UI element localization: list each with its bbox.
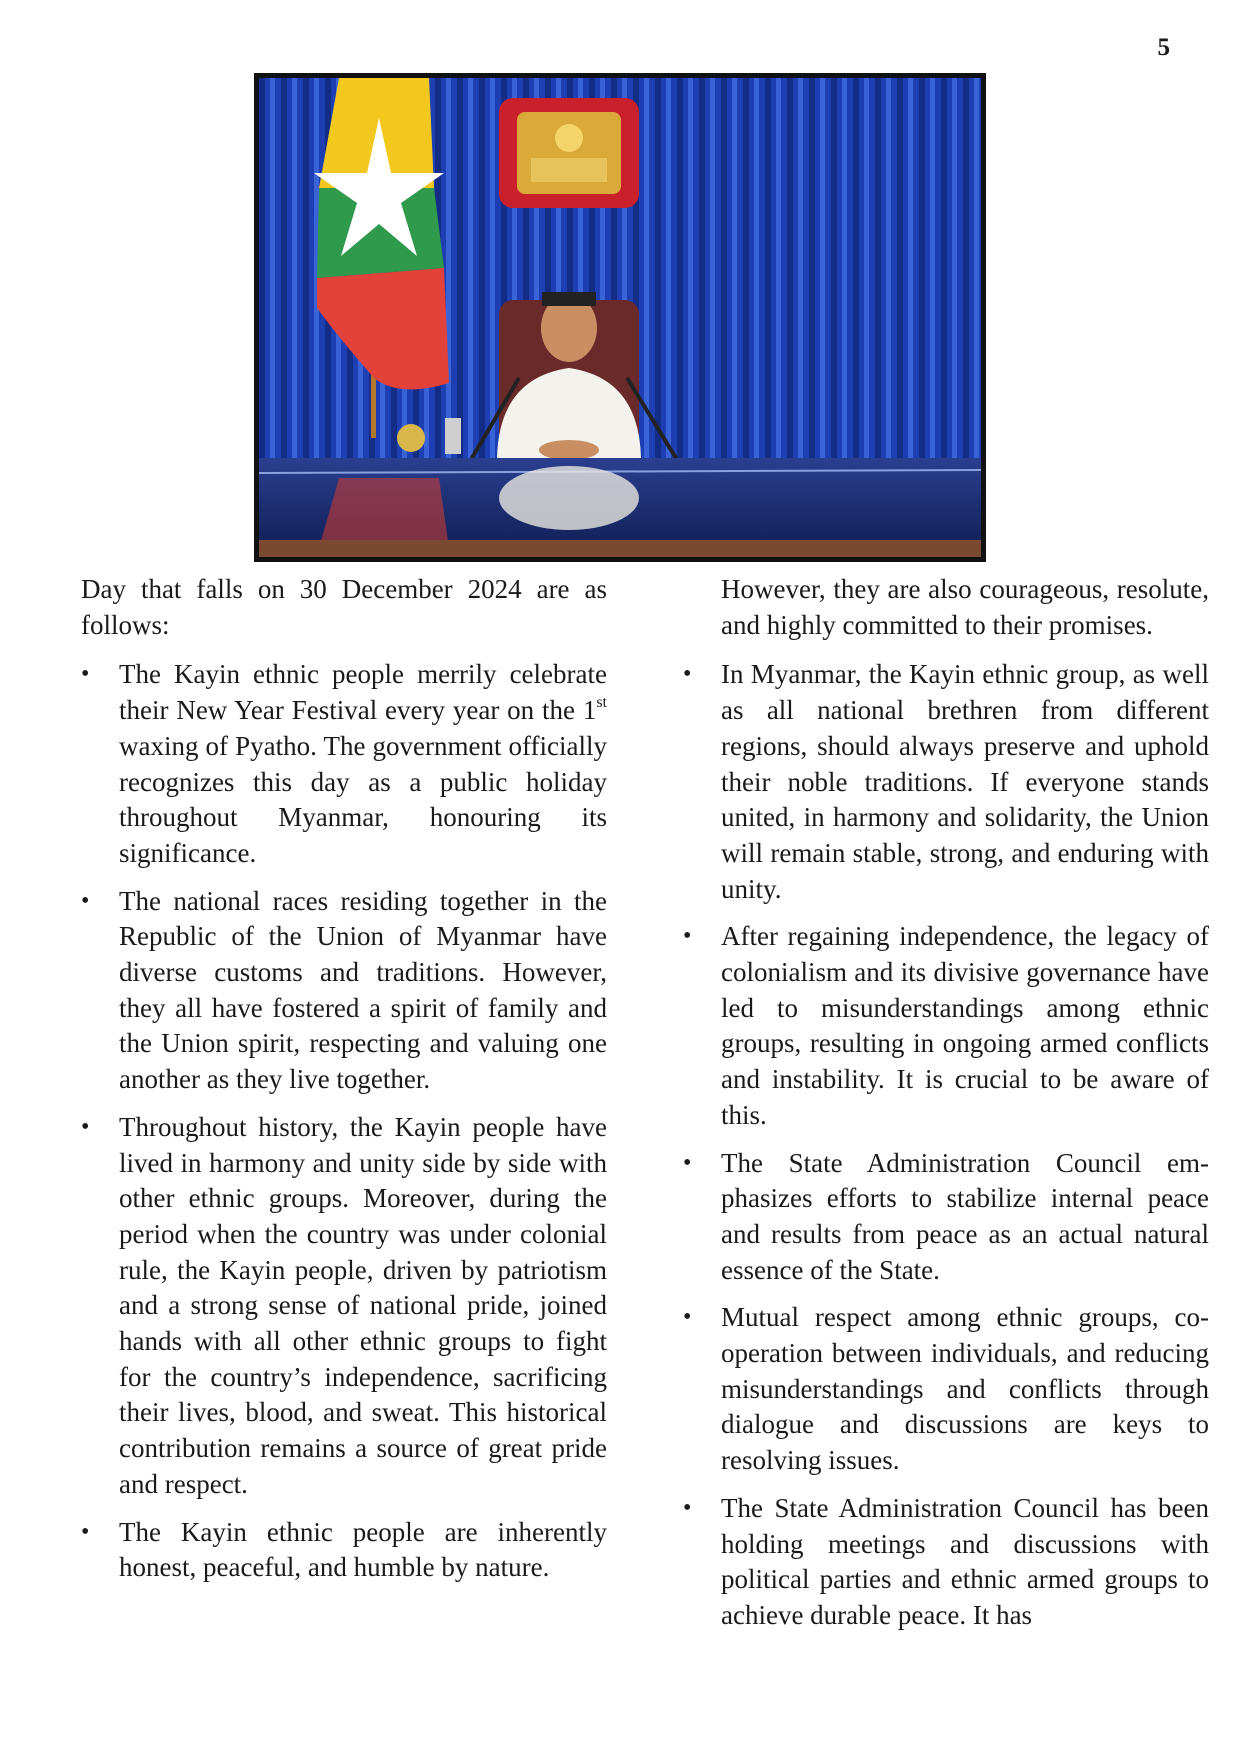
left-column: [81, 572, 607, 1586]
bullet-list-left: [81, 657, 607, 1586]
list-item: • Throughout history, the Kayin people have lived in harmony and unity side by side with other ethnic groups. Moreover, during the period when the country was under colonial rule, the Kayin people, driven by patriotism and a strong sense of national pride, joined hands with all other ethnic groups to fight for the country’s independence, sacrificing their lives, blood, and sweat. This historical contribution remains a source of great pride and respect.: [81, 1110, 607, 1503]
continuation-paragraph: However, they are also courageous, resolute, and highly committed to their promises.: [721, 574, 1209, 640]
list-item: • Mutual respect among ethnic groups, cooperation between individuals, and reducing misunderstandings and conflicts through dialogue and discussions are keys to resolving issues.: [683, 1300, 1209, 1479]
list-item: • The State Administration Council has been holding meetings and discussions with political parties and ethnic armed groups to achieve durable peace. It has: [683, 1491, 1209, 1634]
list-item: [81, 657, 607, 871]
official-portrait-photo: [254, 73, 986, 562]
right-column: [683, 572, 1209, 1634]
page-number: 5: [1157, 34, 1170, 61]
list-item: • After regaining independence, the legacy of colonialism and its divisive governance have led to misunderstandings among ethnic groups, resulting in ongoing armed conflicts and instability. It is crucial to be aware of this.: [683, 919, 1209, 1133]
bullet-text: The Kayin ethnic people merrily celebrate their New Year Festival every year on the 1: [119, 659, 607, 726]
lead-paragraph: Day that falls on 30 December 2024 are as follows:: [81, 574, 607, 640]
superscript: st: [596, 694, 607, 712]
bullet-text: waxing of Pyatho. The government officially recognizes this day as a public holiday throughout Myanmar, honouring its significance.: [119, 730, 607, 868]
list-item: • The national races residing together in the Republic of the Union of Myanmar have diverse customs and traditions. However, they all have fostered a spirit of family and the Union spirit, respecting and valuing one another as they live together.: [81, 884, 607, 1098]
bullet-list-right: [683, 657, 1209, 1633]
list-item: • The State Administration Council emphasizes efforts to stabilize internal peace and results from peace as an actual natural essence of the State.: [683, 1146, 1209, 1289]
photo-illustration: [259, 78, 981, 557]
list-item: • In Myanmar, the Kayin ethnic group, as well as all national brethren from different regions, should always preserve and uphold their noble traditions. If everyone stands united, in harmony and solidarity, the Union will remain stable, strong, and enduring with unity.: [683, 657, 1209, 907]
desk-clock: [397, 424, 425, 452]
pen-holder: [445, 418, 461, 454]
list-item: • The Kayin ethnic people are inherently honest, peaceful, and humble by nature.: [81, 1515, 607, 1586]
state-emblem-icon: [499, 98, 639, 208]
